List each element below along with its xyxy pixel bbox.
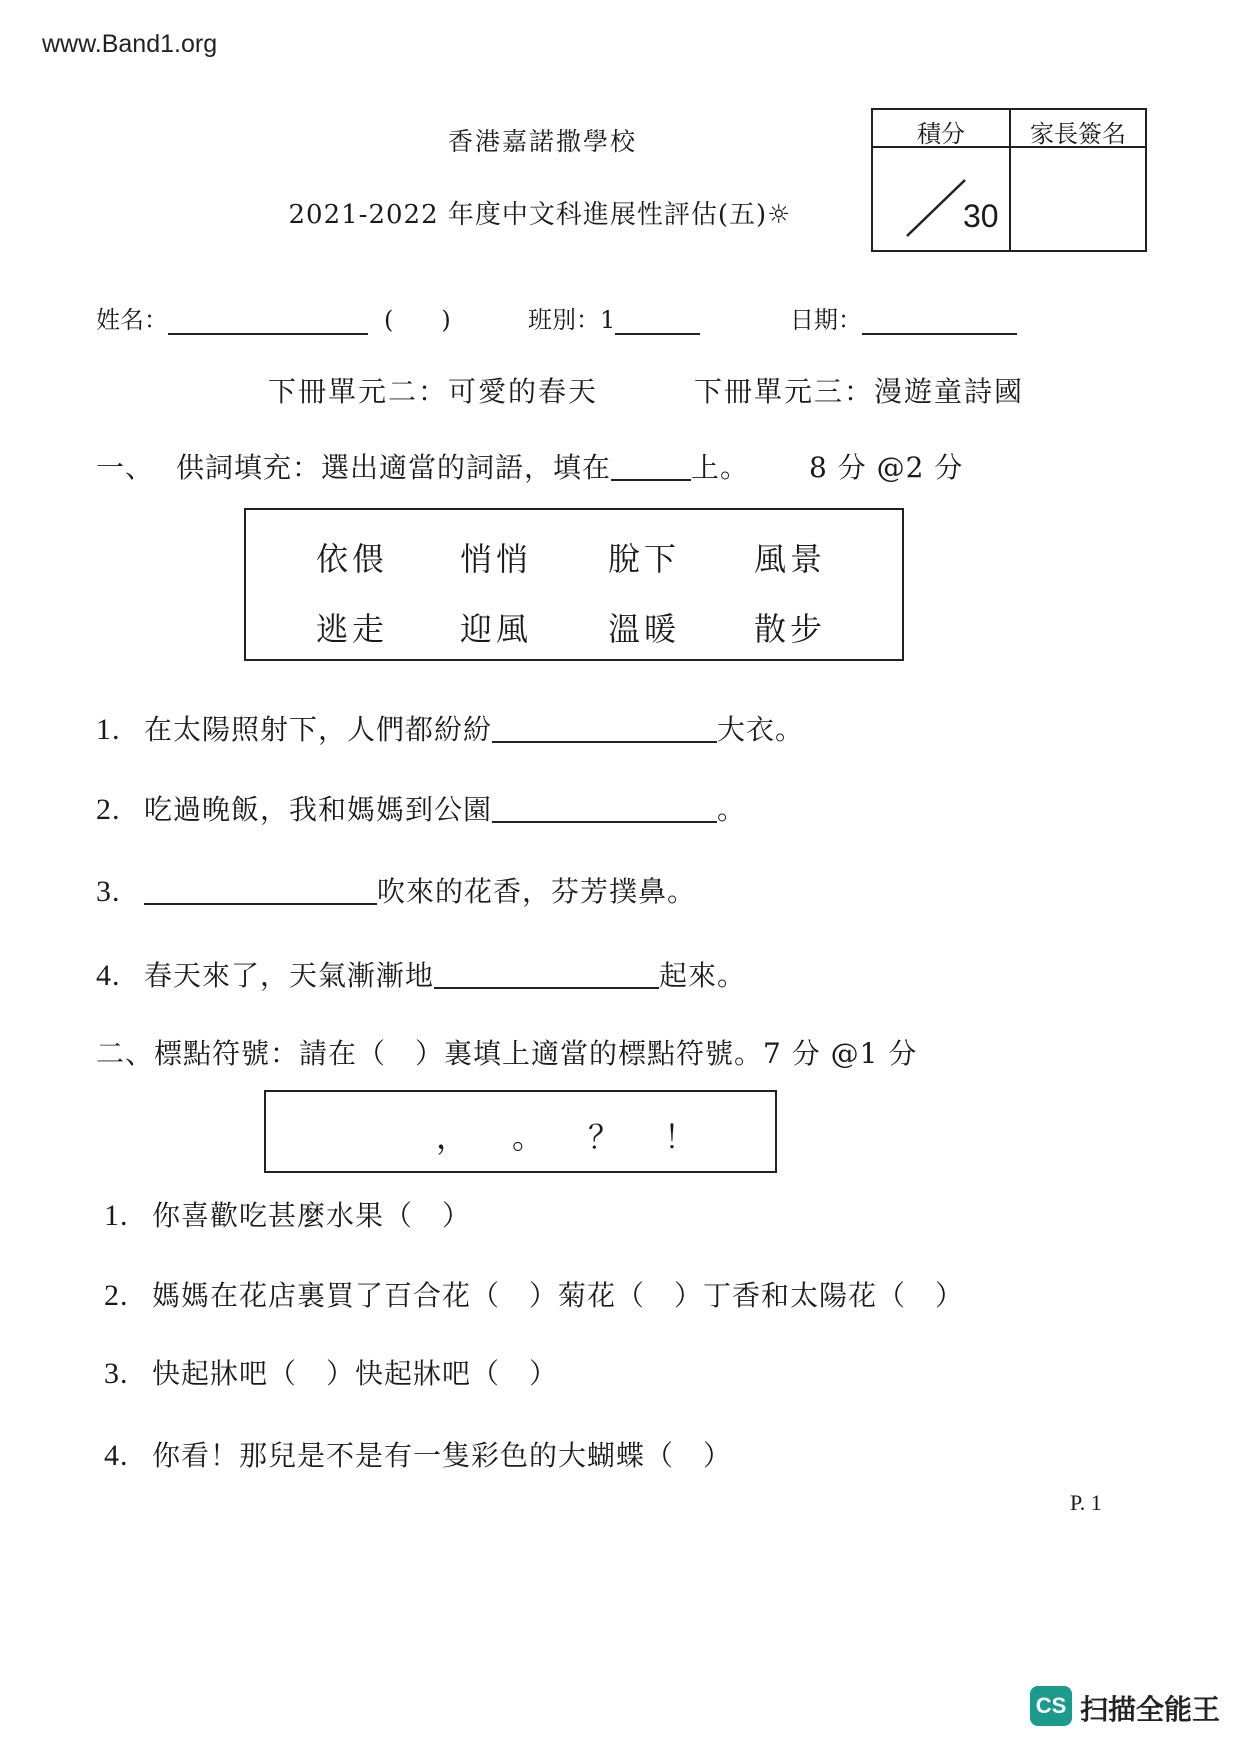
question-text: 快起牀吧（ ）快起牀吧（ ） [152,1357,559,1390]
question-number: 2. [96,793,121,826]
unit-b: 下冊單元三：漫遊童詩國 [694,375,1025,408]
section1-heading [96,446,963,486]
punctuation-option: ， [436,1118,469,1156]
punct-question-1 [104,1194,471,1234]
section1-instruction-a: 供詞填充：選出適當的詞語，填在 [176,451,612,484]
school-name: 香港嘉諾撒學校 [447,127,637,156]
name-field[interactable] [96,300,368,335]
fill-question-3 [96,870,696,910]
question-text: 。 [717,793,747,826]
question-number: 3. [96,875,121,908]
camscanner-name: 扫描全能王 [1080,1693,1221,1726]
parent-signature-header: 家長簽名 [1030,120,1126,148]
punct-question-2 [104,1274,964,1314]
fill-question-4 [96,954,746,994]
class-blank[interactable] [615,307,700,335]
question-number: 3. [104,1357,129,1390]
page-number: P. 1 [1070,1490,1102,1515]
word-bank [244,508,904,661]
punctuation-bank [264,1090,777,1173]
question-text: 春天來了，天氣漸漸地 [144,959,435,992]
answer-blank[interactable] [492,713,717,743]
word-option: 溫暖 [608,610,681,648]
section1-marks: 8 分 @2 分 [809,451,964,484]
punctuation-option: ？ [588,1118,621,1156]
score-header: 積分 [917,120,965,148]
word-option: 風景 [754,540,827,578]
word-option: 悄悄 [460,540,533,578]
date-field[interactable] [790,300,1017,335]
question-text: 在太陽照射下，人們都紛紛 [144,713,493,746]
punct-question-3 [104,1352,558,1392]
word-option: 依偎 [316,540,389,578]
question-number: 1. [96,713,121,746]
question-number: 1. [104,1199,129,1232]
word-option: 脫下 [608,540,681,578]
camscanner-logo: CS [1030,1686,1072,1726]
unit-a: 下冊單元二：可愛的春天 [268,375,599,408]
fill-question-1 [96,708,804,748]
answer-blank[interactable] [434,959,659,989]
answer-blank[interactable] [144,875,377,905]
answer-blank[interactable] [492,793,717,823]
question-number: 4. [104,1439,129,1472]
word-option: 散步 [754,610,827,648]
name-label: 姓名： [96,306,168,334]
question-text: 媽媽在花店裏買了百合花（ ）菊花（ ）丁香和太陽花（ ） [152,1279,965,1312]
score-total: 30 [963,198,999,234]
question-text: 吹來的花香，芬芳撲鼻。 [377,875,697,908]
question-text: 你喜歡吃甚麼水果（ ） [152,1199,472,1232]
date-label: 日期： [790,306,862,334]
punct-question-4 [104,1434,732,1474]
parent-signature-cell[interactable] [1011,148,1145,250]
site-watermark: www.Band1.org [42,30,218,58]
question-text: 大衣。 [717,713,805,746]
score-table [871,108,1147,252]
class-label: 班別：1 [528,306,616,334]
section1-number: 一、 [96,451,155,484]
question-number: 4. [96,959,121,992]
class-number[interactable]: ( ) [384,306,451,334]
question-text: 吃過晚飯，我和媽媽到公園 [144,793,493,826]
fill-question-2 [96,788,746,828]
question-number: 2. [104,1279,129,1312]
date-blank[interactable] [862,307,1017,335]
word-option: 迎風 [460,610,533,648]
section2-heading: 二、標點符號：請在（ ）裏填上適當的標點符號。7 分 @1 分 [96,1037,918,1070]
question-text: 起來。 [659,959,747,992]
exam-title: 2021-2022 年度中文科進展性評估(五)☼ [288,200,792,230]
class-field[interactable] [528,300,700,335]
question-text: 你看！那兒是不是有一隻彩色的大蝴蝶（ ） [152,1439,733,1472]
word-option: 逃走 [316,610,389,648]
punctuation-option: ！ [664,1118,697,1156]
section1-instruction-b: 上。 [691,451,750,484]
punctuation-option: 。 [512,1118,545,1156]
name-blank[interactable] [168,307,368,335]
